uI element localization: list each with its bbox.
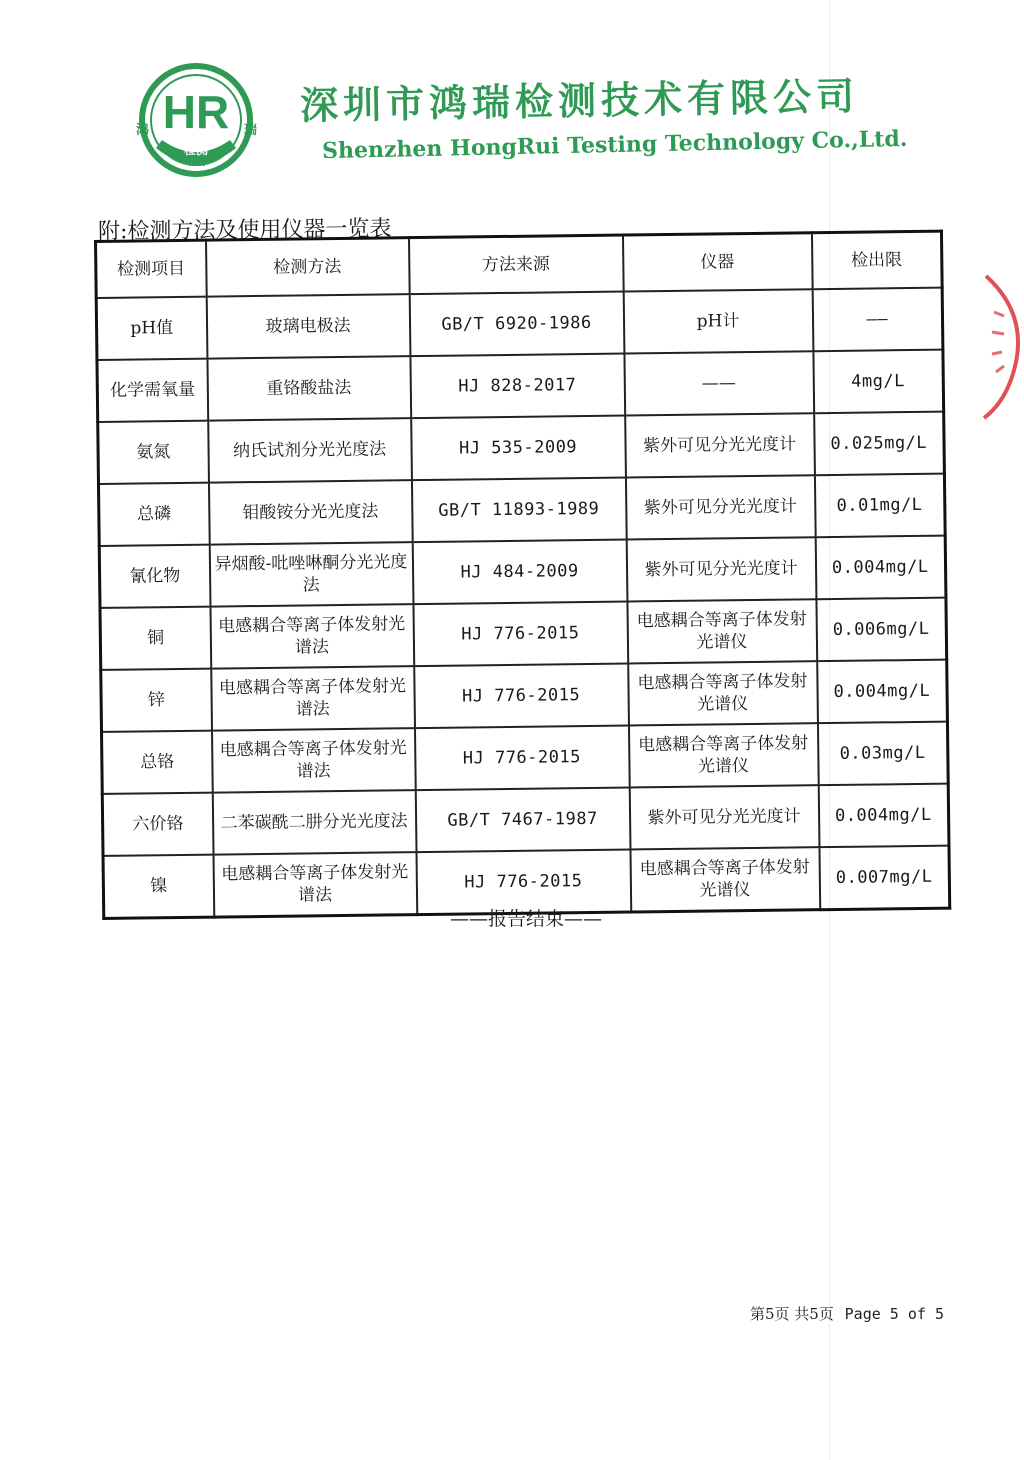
methods-table-wrapper xyxy=(94,230,948,920)
table-row xyxy=(96,288,943,360)
table-row xyxy=(98,474,945,546)
cell-method: 电感耦合等离子体发射光谱法 xyxy=(211,666,415,730)
company-name-en: Shenzhen HongRui Testing Technology Co.,Ltd. xyxy=(321,125,908,165)
table-row xyxy=(97,350,944,422)
table-row xyxy=(101,660,948,732)
cell-limit: 0.004mg/L xyxy=(815,536,946,600)
cell-method: 电感耦合等离子体发射光谱法 xyxy=(213,852,417,917)
header-limit: 检出限 xyxy=(811,231,942,289)
cell-instrument: —— xyxy=(624,351,814,415)
cell-instrument: 电感耦合等离子体发射光谱仪 xyxy=(627,599,817,663)
header-method: 检测方法 xyxy=(206,238,410,297)
cell-method: 钼酸铵分光光度法 xyxy=(208,480,412,544)
logo-side-left: 鸿 xyxy=(136,123,150,138)
cell-limit: 0.007mg/L xyxy=(819,846,950,910)
cell-limit: —— xyxy=(812,288,943,352)
cell-source: HJ 776-2015 xyxy=(416,849,631,914)
header-source: 方法来源 xyxy=(408,235,623,294)
cell-limit: 0.006mg/L xyxy=(816,598,947,662)
cell-method: 重铬酸盐法 xyxy=(207,356,411,420)
table-row xyxy=(99,536,946,608)
cell-source: GB/T 11893-1989 xyxy=(411,478,626,543)
cell-method: 二苯碳酰二肼分光光度法 xyxy=(212,790,416,854)
annex-title: 附:检测方法及使用仪器一览表 xyxy=(97,216,392,245)
cell-method: 纳氏试剂分光光度法 xyxy=(208,418,412,482)
table-row xyxy=(102,784,949,856)
cell-instrument: 紫外可见分光光度计 xyxy=(626,537,816,601)
cell-limit: 0.004mg/L xyxy=(817,660,948,724)
cell-source: HJ 828-2017 xyxy=(410,354,625,419)
cell-instrument: 紫外可见分光光度计 xyxy=(629,785,819,849)
cell-item: 六价铬 xyxy=(102,793,213,856)
logo-letters: HR xyxy=(162,86,230,138)
cell-item: 镍 xyxy=(103,855,214,919)
company-name-cn: 深圳市鸿瑞检测技术有限公司 xyxy=(299,73,860,128)
cell-item: 铜 xyxy=(100,607,211,670)
page-number-en: Page 5 of 5 xyxy=(844,1305,944,1323)
cell-source: HJ 776-2015 xyxy=(414,664,629,729)
page-number-cn: 第5页 共5页 xyxy=(750,1305,834,1323)
cell-method: 异烟酸-吡唑啉酮分光光度法 xyxy=(209,542,413,606)
cell-item: 总磷 xyxy=(98,483,209,546)
cell-instrument: 电感耦合等离子体发射光谱仪 xyxy=(628,723,818,787)
cell-instrument: pH计 xyxy=(623,289,813,353)
hongrui-logo xyxy=(130,62,262,180)
cell-item: pH值 xyxy=(96,297,207,360)
cell-limit: 0.025mg/L xyxy=(814,412,945,476)
table-row xyxy=(98,412,945,484)
cell-instrument: 电感耦合等离子体发射光谱仪 xyxy=(630,847,820,912)
cell-limit: 0.03mg/L xyxy=(817,722,948,786)
cell-item: 总铬 xyxy=(102,731,213,794)
report-end-marker: ——报告结束—— xyxy=(450,908,603,930)
logo-bottom-en: Test xyxy=(187,158,205,168)
cell-method: 电感耦合等离子体发射光谱法 xyxy=(210,604,414,668)
table-row xyxy=(100,598,947,670)
logo-side-right: 瑞 xyxy=(244,123,258,138)
cell-source: HJ 535-2009 xyxy=(411,416,626,481)
cell-source: GB/T 7467-1987 xyxy=(415,788,630,853)
cell-item: 氨氮 xyxy=(98,421,209,484)
cell-instrument: 电感耦合等离子体发射光谱仪 xyxy=(628,661,818,725)
cell-limit: 0.004mg/L xyxy=(818,784,949,848)
cell-limit: 4mg/L xyxy=(813,350,944,414)
methods-table xyxy=(94,230,951,920)
header-instrument: 仪器 xyxy=(622,233,812,292)
page-footer xyxy=(750,1303,944,1324)
cell-source: HJ 776-2015 xyxy=(414,726,629,791)
cell-method: 电感耦合等离子体发射光谱法 xyxy=(212,728,416,792)
cell-method: 玻璃电极法 xyxy=(206,294,410,358)
cell-item: 化学需氧量 xyxy=(97,359,208,422)
cell-limit: 0.01mg/L xyxy=(814,474,945,538)
table-row xyxy=(102,722,949,794)
cell-item: 氰化物 xyxy=(99,545,210,608)
cell-source: HJ 776-2015 xyxy=(413,602,628,667)
cell-source: HJ 484-2009 xyxy=(412,540,627,605)
cell-source: GB/T 6920-1986 xyxy=(409,292,624,357)
cell-item: 锌 xyxy=(101,669,212,732)
official-seal-fragment xyxy=(956,272,1024,422)
table-header-row xyxy=(96,231,943,298)
cell-instrument: 紫外可见分光光度计 xyxy=(625,475,815,539)
cell-instrument: 紫外可见分光光度计 xyxy=(625,413,815,477)
header-item: 检测项目 xyxy=(96,240,207,298)
logo-bottom-cn: 检测 xyxy=(183,143,209,157)
